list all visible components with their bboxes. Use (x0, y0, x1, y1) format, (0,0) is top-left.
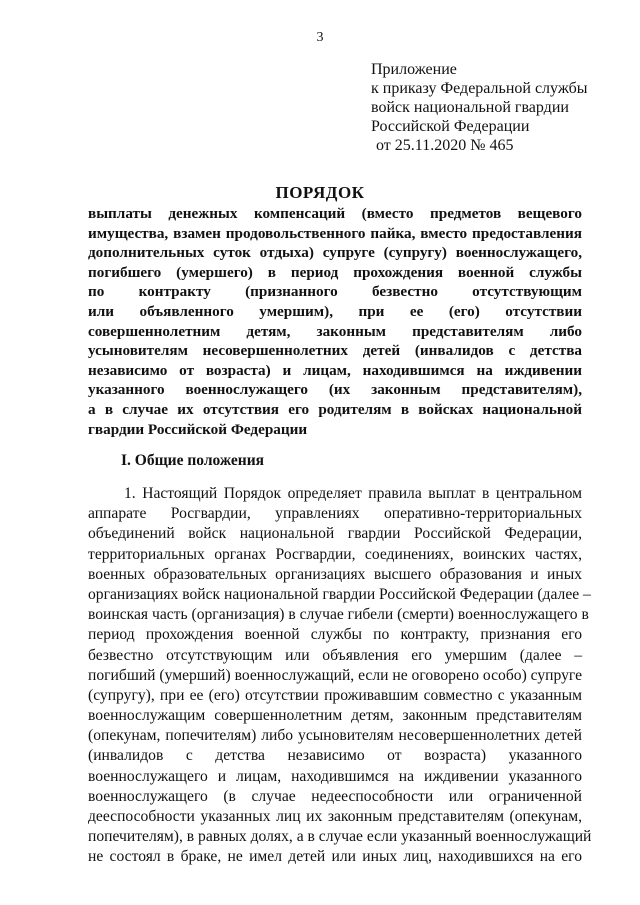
appendix-agency: войск национальной гвардии (371, 99, 569, 116)
subtitle-line: дополнительных суток отдыха) супруге (супругу) военнослужащего, (88, 244, 582, 262)
subtitle-line: имущества, взамен продовольственного пайка, вместо предоставления (88, 224, 582, 242)
subtitle-line: выплаты денежных компенсаций (вместо предметов вещевого (88, 205, 582, 222)
subtitle-line: или объявленного умершим), при ее (его) отсутствии (88, 302, 582, 320)
paragraph-line: период прохождения военной службы по контракту, признания его (88, 626, 582, 644)
appendix-country: Российской Федерации (371, 118, 530, 135)
appendix-label: Приложение (371, 61, 457, 78)
paragraph-line: не состоял в браке, не имел детей или иных лиц, находившихся на его (88, 848, 582, 866)
document-subtitle (88, 204, 582, 439)
document-title: ПОРЯДОК (275, 183, 365, 202)
subtitle-line: по контракту (признанного безвестно отсутствующим (88, 283, 582, 301)
paragraph-line: аппарате Росгвардии, управлениях оперативно-территориальных (88, 505, 582, 523)
appendix-date-number: от 25.11.2020 № 465 (376, 137, 514, 154)
paragraph-line: (супругу), при ее (его) отсутствии проживавшим совместно с указанным (88, 686, 582, 704)
paragraph-line: безвестно отсутствующим или объявления его умершим (далее – (88, 646, 582, 664)
section-heading: I. Общие положения (121, 452, 265, 469)
subtitle-line: гвардии Российской Федерации (88, 420, 308, 438)
appendix-block (371, 60, 631, 155)
paragraph-line: территориальных органах Росгвардии, соединениях, воинских частях, (88, 545, 582, 563)
paragraph-line: военных образовательных организациях высшего образования и иных (88, 565, 582, 583)
subtitle-line: усыновителям несовершеннолетних детей (инвалидов с детства (88, 342, 582, 360)
paragraph-line: воинская часть (организация) в случае гибели (смерти) военнослужащего в (88, 606, 589, 624)
paragraph-line: дееспособности указанных лиц их законным представителям (опекунам, (88, 808, 582, 825)
paragraph-line: военнослужащего (в случае недееспособности или ограниченной (88, 787, 582, 805)
body-paragraph (88, 484, 592, 868)
page-number: 3 (316, 30, 324, 45)
subtitle-line: а в случае их отсутствия его родителям в войсках национальной (88, 400, 582, 418)
appendix-order-ref: к приказу Федеральной службы (371, 80, 588, 97)
paragraph-line: попечителям), в равных долях, а в случае если указанный военнослужащий (88, 828, 592, 846)
paragraph-line: погибший (умерший) военнослужащий, если не оговорено особо) супруге (88, 666, 583, 684)
paragraph-line: объединений войск национальной гвардии Российской Федерации, (88, 525, 582, 543)
subtitle-line: совершеннолетним детям, законным представителям либо (88, 322, 582, 340)
subtitle-line: погибшего (умершего) в период прохождения военной службы (88, 263, 582, 281)
subtitle-line: указанного военнослужащего (их законным представителям), (88, 381, 582, 399)
paragraph-line: 1. Настоящий Порядок определяет правила выплат в центральном (124, 485, 582, 502)
paragraph-line: военнослужащим совершеннолетним детям, законным представителям (88, 707, 582, 725)
paragraph-line: военнослужащего и лицам, находившимся на иждивении указанного (88, 767, 582, 785)
paragraph-line: (инвалидов с детства независимо от возраста) указанного (88, 747, 582, 765)
subtitle-line: независимо от возраста) и лицам, находившимся на иждивении (88, 361, 582, 379)
paragraph-line: организациях войск национальной гвардии Российской Федерации (далее – (88, 585, 591, 603)
paragraph-line: (опекунам, попечителям) либо усыновителям несовершеннолетних детей (88, 727, 582, 745)
